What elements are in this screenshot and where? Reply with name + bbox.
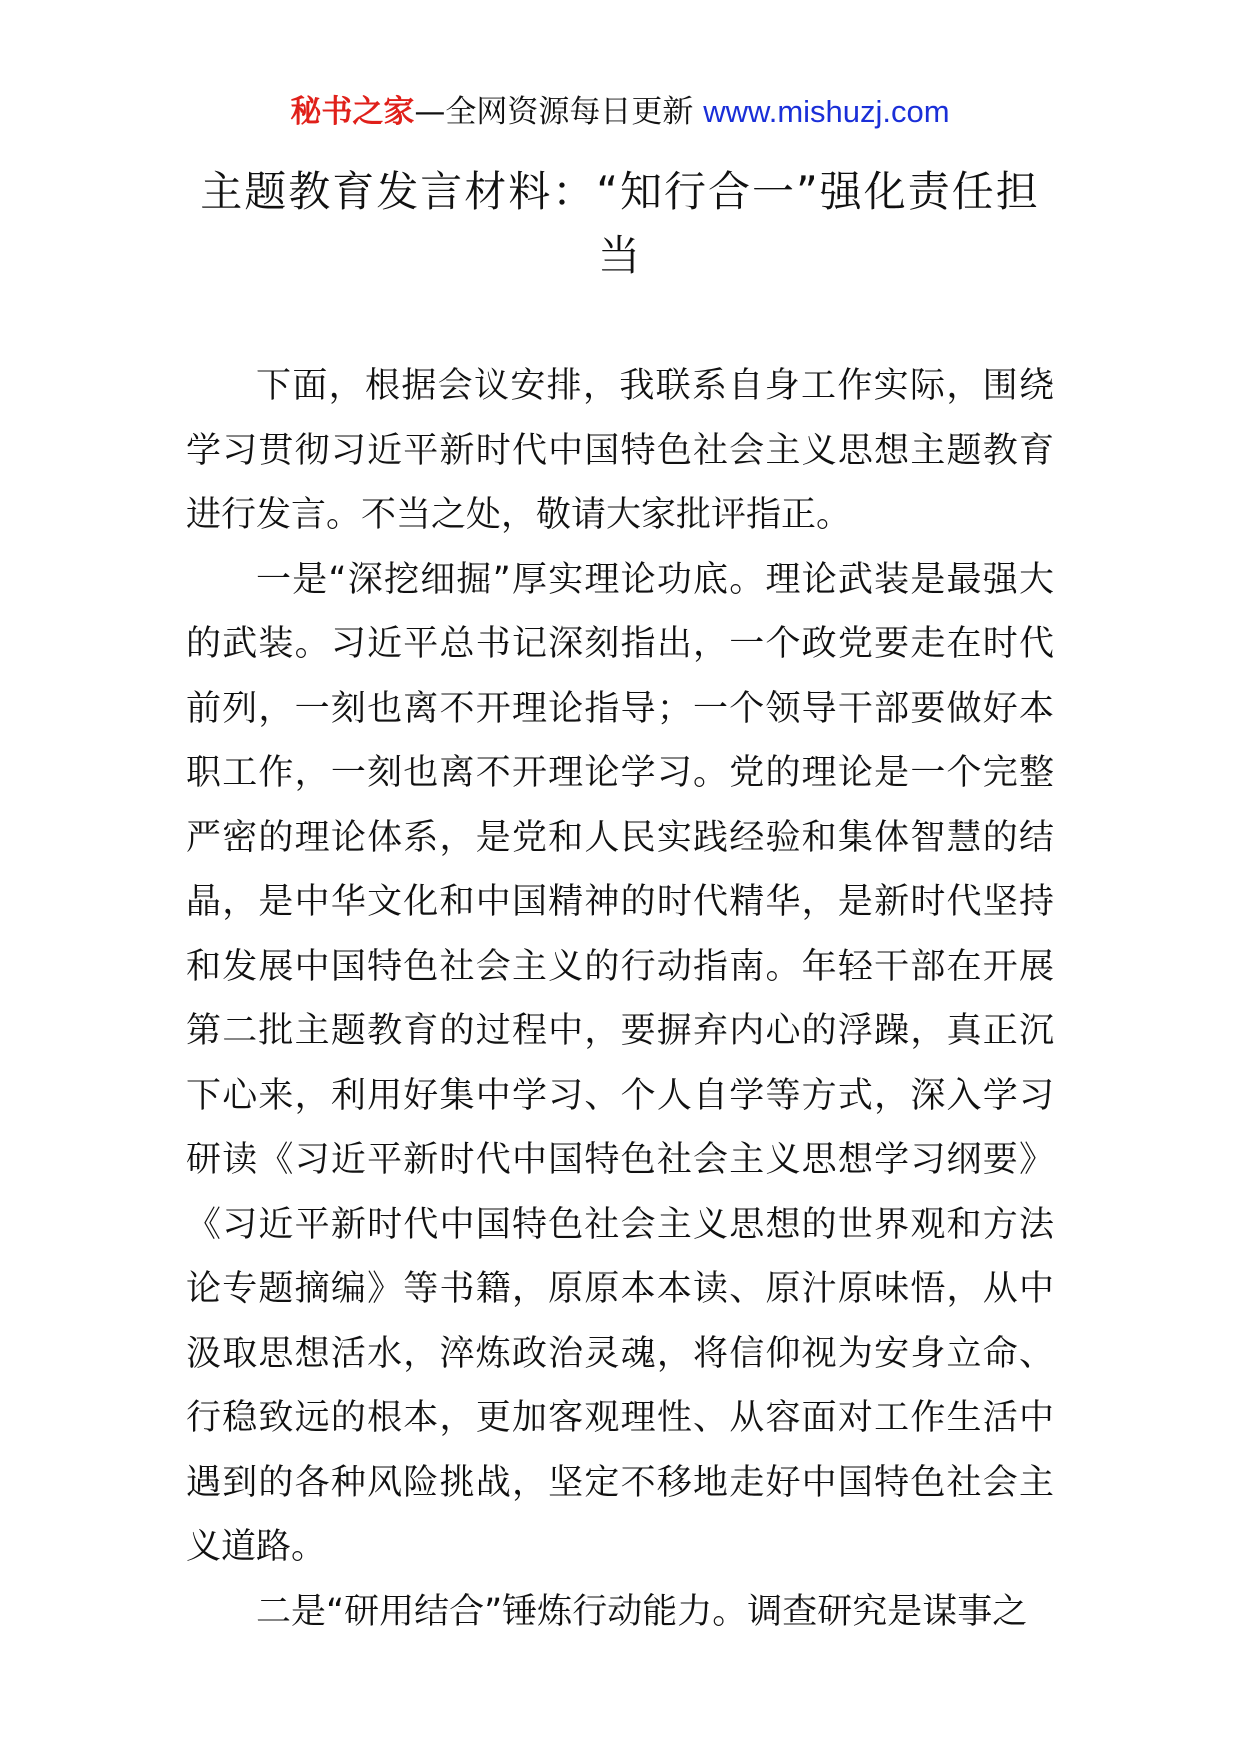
site-header (0, 92, 1240, 132)
paragraph-point-one: 一是“深挖细掘”厚实理论功底。理论武装是最强大的武装。习近平总书记深刻指出，一个政党要走在时代前列，一刻也离不开理论指导；一个领导干部要做好本职工作，一刻也离不开理论学习。党的理论是一个完整严密的理论体系，是党和人民实践经验和集体智慧的结晶，是中华文化和中国精神的时代精华，是新时代坚持和发展中国特色社会主义的行动指南。年轻干部在开展第二批主题教育的过程中，要摒弃内心的浮躁，真正沉下心来，利用好集中学习、个人自学等方式，深入学习研读《习近平新时代中国特色社会主义思想学习纲要》《习近平新时代中国特色社会主义思想的世界观和方法论专题摘编》等书籍，原原本本读、原汁原味悟，从中汲取思想活水，淬炼政治灵魂，将信仰视为安身立命、行稳致远的根本，更加客观理性、从容面对工作生活中遇到的各种风险挑战，坚定不移地走好中国特色社会主义道路。 (186, 559, 1054, 1567)
document-title: 主题教育发言材料：“知行合一”强化责任担当 (200, 167, 1040, 280)
document-body (186, 354, 1054, 1644)
site-url-link[interactable]: www.mishuzj.com (703, 94, 950, 129)
site-tagline: —全网资源每日更新 (414, 94, 704, 130)
site-brand: 秘书之家 (290, 94, 415, 130)
paragraph-intro: 下面，根据会议安排，我联系自身工作实际，围绕学习贯彻习近平新时代中国特色社会主义思想主题教育进行发言。不当之处，敬请大家批评指正。 (186, 366, 1054, 535)
paragraph-point-two: 二是“研用结合”锤炼行动能力。调查研究是谋事之 (256, 1591, 1028, 1632)
